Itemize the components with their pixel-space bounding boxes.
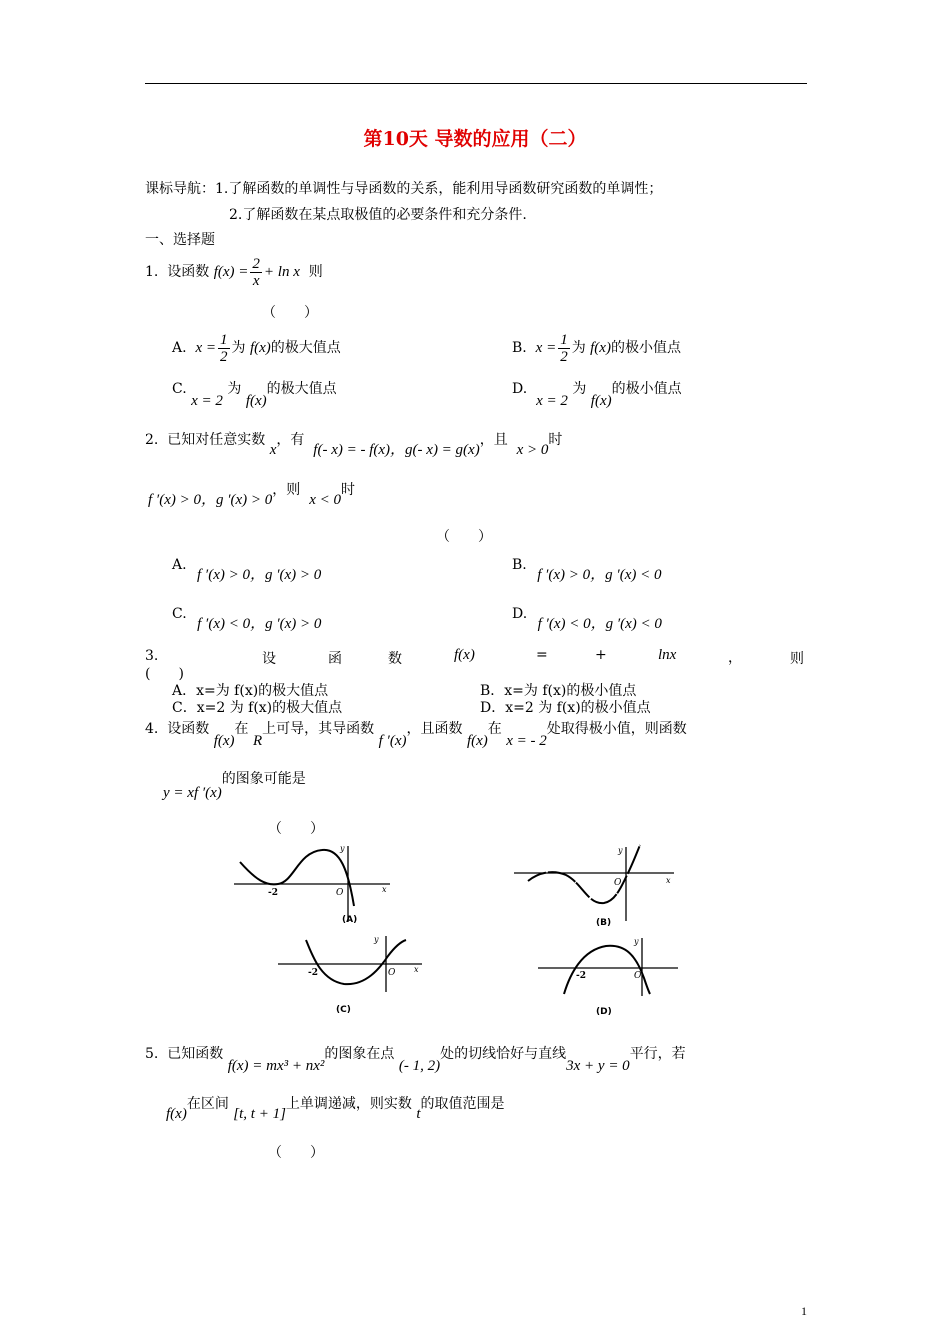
graph-c-y-label: y bbox=[374, 935, 379, 944]
q1-b-text: 的极小值点 bbox=[610, 340, 681, 356]
graph-a-label: -2 bbox=[268, 888, 278, 898]
q1-c-fx: f(x) bbox=[245, 393, 267, 409]
graph-b-x-label: x bbox=[666, 876, 671, 885]
q4-fpx: f ′(x) bbox=[378, 733, 407, 749]
q1-tail: 则 bbox=[308, 264, 323, 280]
q1-a-text: 的极大值点 bbox=[270, 340, 341, 356]
q3-word-3: 数 bbox=[388, 651, 402, 667]
guide-label: 课标导航： bbox=[145, 181, 215, 197]
q5-t5: 上单调递减，则实数 bbox=[285, 1096, 412, 1112]
q1-b-x: x = bbox=[535, 340, 557, 356]
q5-t2: 处的切线恰好与直线 bbox=[440, 1046, 567, 1062]
q1-option-a[interactable] bbox=[172, 330, 341, 366]
q3-option-d[interactable]: D．x=2 为 f(x)的极小值点 bbox=[480, 700, 651, 716]
q2-b-label: B. bbox=[512, 557, 527, 573]
q2-shi2: 时 bbox=[340, 482, 355, 498]
section-heading: 一、选择题 bbox=[145, 232, 215, 248]
q3-number: 3. bbox=[145, 648, 159, 664]
q4-paren: （ ） bbox=[268, 821, 324, 837]
q5-point: (- 1, 2) bbox=[398, 1058, 441, 1074]
q5-number: 5. bbox=[145, 1046, 159, 1062]
guide-item-1: 1.了解函数的单调性与导函数的关系，能利用导函数研究函数的单调性； bbox=[215, 181, 663, 197]
graph-d-curve bbox=[564, 946, 650, 994]
q5-t6: 的取值范围是 bbox=[420, 1096, 505, 1112]
q3-option-b[interactable]: B．x=为 f(x)的极小值点 bbox=[480, 683, 637, 699]
header-rule bbox=[145, 83, 807, 84]
graph-b[interactable] bbox=[512, 843, 677, 928]
q1-expr-left: f(x) = bbox=[213, 264, 249, 280]
graph-c-origin: O bbox=[388, 968, 396, 978]
q5-paren: （ ） bbox=[268, 1145, 324, 1161]
q3-fx: f(x) bbox=[454, 647, 475, 663]
q1-c-x: x = 2 bbox=[191, 393, 223, 409]
q1-c-text: 的极大值点 bbox=[266, 381, 337, 397]
q3-comma: ， bbox=[728, 650, 742, 666]
q4-R: R bbox=[253, 733, 263, 749]
q1-a-x: x = bbox=[195, 340, 216, 356]
guide-line-1 bbox=[145, 178, 662, 198]
q3-option-c[interactable]: C．x=2 为 f(x)的极大值点 bbox=[172, 700, 343, 716]
page-number: 1 bbox=[801, 1304, 807, 1318]
graph-b-origin: O bbox=[614, 878, 622, 888]
graph-a-y-label: y bbox=[340, 844, 345, 853]
q2-c-label: C. bbox=[172, 606, 187, 622]
q2-paren: （ ） bbox=[436, 529, 492, 545]
q2-a-text: f ′(x) > 0，g ′(x) > 0 bbox=[197, 567, 322, 583]
q1-number: 1. bbox=[145, 264, 159, 280]
q3-word-2: 函 bbox=[328, 651, 342, 667]
graph-b-caption: (B) bbox=[596, 918, 612, 928]
q1-fraction bbox=[250, 256, 262, 289]
graph-d-origin: O bbox=[634, 971, 642, 981]
graph-c-caption: (C) bbox=[336, 1005, 351, 1015]
q4-fx2: f(x) bbox=[466, 733, 488, 749]
graph-d-caption: (D) bbox=[596, 1007, 612, 1017]
graph-c-x-label: x bbox=[414, 965, 419, 974]
q1-b-frac bbox=[558, 332, 570, 365]
page-title: 第10天 导数的应用（二） bbox=[363, 128, 587, 150]
q5-fx2: f(x) bbox=[166, 1106, 187, 1122]
q4-stem-line1 bbox=[145, 718, 687, 749]
q4-zai2: 在 bbox=[487, 721, 502, 737]
q4-stem-line2 bbox=[163, 768, 306, 801]
q2-option-c[interactable] bbox=[172, 602, 322, 632]
graph-c[interactable] bbox=[276, 932, 426, 1017]
q1-a-frac bbox=[218, 332, 230, 365]
graph-d[interactable] bbox=[536, 934, 681, 1019]
q4-y: y = xf ′(x) bbox=[163, 785, 222, 801]
q3-lnx: lnx bbox=[658, 647, 677, 663]
q2-comma2: ，且 bbox=[479, 432, 508, 448]
q1-a-fx: f(x) bbox=[249, 340, 271, 356]
graph-a-origin: O bbox=[336, 888, 344, 898]
q3-ze: 则 bbox=[790, 651, 804, 667]
q5-t3: 平行，若 bbox=[629, 1046, 686, 1062]
graph-a[interactable] bbox=[232, 840, 392, 925]
q5-interval: [t, t + 1] bbox=[233, 1106, 286, 1122]
q2-option-b[interactable] bbox=[512, 553, 662, 583]
q5-lead: 已知函数 bbox=[167, 1046, 224, 1062]
graph-a-x-label: x bbox=[382, 885, 387, 894]
q2-d-label: D. bbox=[512, 606, 528, 622]
q1-d-fx: f(x) bbox=[590, 393, 612, 409]
q4-t2: ，且函数 bbox=[406, 721, 463, 737]
q1-d-x: x = 2 bbox=[536, 393, 568, 409]
q3-paren: ( ) bbox=[145, 666, 184, 682]
q1-expr-right: + ln x bbox=[263, 264, 300, 280]
q3-plus: + bbox=[595, 647, 607, 663]
q5-t: t bbox=[416, 1106, 421, 1122]
q3-eq: = bbox=[536, 647, 548, 663]
q4-lead: 设函数 bbox=[167, 721, 210, 737]
q2-option-d[interactable] bbox=[512, 602, 662, 632]
q2-cond: f(- x) = - f(x)，g(- x) = g(x) bbox=[313, 442, 480, 458]
q1-stem bbox=[145, 252, 323, 292]
q2-lead: 已知对任意实数 bbox=[167, 432, 266, 448]
q1-d-mid: 为 bbox=[572, 381, 587, 397]
q3-word-1: 设 bbox=[262, 651, 276, 667]
q1-b-fx: f(x) bbox=[590, 340, 611, 356]
q1-d-label: D. bbox=[512, 381, 528, 397]
q1-a-label: A. bbox=[172, 340, 187, 356]
q2-stem-line1 bbox=[145, 428, 563, 458]
q2-cond2: x > 0 bbox=[516, 442, 549, 458]
q2-c-text: f ′(x) < 0，g ′(x) > 0 bbox=[197, 616, 322, 632]
q5-t1: 的图象在点 bbox=[324, 1046, 395, 1062]
q2-stem-line2 bbox=[148, 478, 355, 508]
q5-fx: f(x) = mx³ + nx² bbox=[227, 1058, 325, 1074]
graph-b-y-label: y bbox=[618, 846, 623, 855]
q2-x: x bbox=[269, 442, 277, 458]
q5-stem-line2 bbox=[166, 1093, 505, 1122]
q1-a-den: 2 bbox=[220, 348, 228, 365]
q2-b-text: f ′(x) > 0，g ′(x) < 0 bbox=[537, 567, 662, 583]
q4-number: 4. bbox=[145, 721, 159, 737]
q1-option-b[interactable] bbox=[512, 330, 681, 366]
q4-t1: 上可导，其导函数 bbox=[262, 721, 375, 737]
q2-cond4: x < 0 bbox=[309, 492, 341, 508]
q1-option-c[interactable] bbox=[172, 378, 337, 409]
q5-line: 3x + y = 0 bbox=[566, 1058, 630, 1074]
q1-b-den: 2 bbox=[560, 348, 568, 365]
q5-t4: 在区间 bbox=[186, 1096, 229, 1112]
q4-t4: 的图象可能是 bbox=[221, 771, 306, 787]
q2-comma1: ，有 bbox=[276, 432, 305, 448]
q2-shi: 时 bbox=[548, 432, 563, 448]
graph-d-label: -2 bbox=[576, 971, 586, 981]
q1-a-num: 1 bbox=[220, 331, 228, 348]
q1-b-num: 1 bbox=[560, 331, 568, 348]
q1-frac-den: x bbox=[252, 272, 260, 289]
q1-a-mid: 为 bbox=[231, 340, 246, 356]
q2-cond3: f ′(x) > 0，g ′(x) > 0 bbox=[148, 492, 273, 508]
q3-option-a[interactable]: A．x=为 f(x)的极大值点 bbox=[172, 683, 329, 699]
graph-b-curve bbox=[528, 845, 640, 903]
q1-frac-num: 2 bbox=[252, 255, 260, 272]
q1-b-label: B. bbox=[512, 340, 527, 356]
graph-c-label: -2 bbox=[308, 968, 318, 978]
q1-b-mid: 为 bbox=[571, 340, 586, 356]
guide-item-2: 2.了解函数在某点取极值的必要条件和充分条件. bbox=[229, 207, 527, 223]
q2-option-a[interactable] bbox=[172, 553, 322, 583]
q2-d-text: f ′(x) < 0，g ′(x) < 0 bbox=[537, 616, 662, 632]
q4-t3: 处取得极小值，则函数 bbox=[546, 721, 687, 737]
q4-zai: 在 bbox=[234, 721, 249, 737]
graph-d-y-label: y bbox=[634, 937, 639, 946]
q4-fx: f(x) bbox=[213, 733, 235, 749]
q2-a-label: A. bbox=[172, 557, 187, 573]
q1-c-label: C. bbox=[172, 381, 187, 397]
q1-option-d[interactable] bbox=[512, 378, 682, 409]
q2-number: 2. bbox=[145, 432, 159, 448]
q1-c-mid: 为 bbox=[227, 381, 242, 397]
graph-a-caption: (A) bbox=[342, 915, 358, 925]
q4-xv: x = - 2 bbox=[506, 733, 547, 749]
q1-lead: 设函数 bbox=[167, 264, 210, 280]
q5-stem-line1 bbox=[145, 1043, 686, 1074]
q2-ze: ，则 bbox=[272, 482, 301, 498]
q1-paren: （ ） bbox=[262, 305, 318, 321]
q1-d-text: 的极小值点 bbox=[611, 381, 682, 397]
